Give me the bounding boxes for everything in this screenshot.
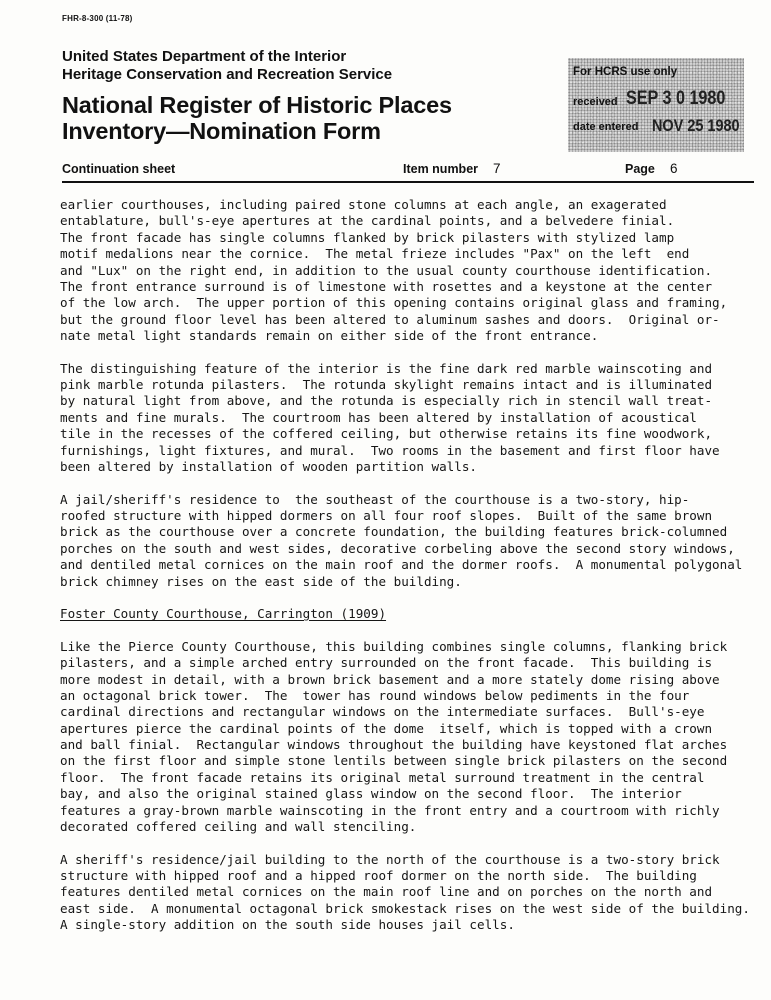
- continuation-sheet-label: Continuation sheet: [62, 162, 176, 176]
- stamp-for-use-label: For HCRS use only: [573, 66, 678, 78]
- stamp-entered-date: NOV 25 1980: [652, 116, 740, 135]
- text-line: tile in the recesses of the coffered ceiling, but otherwise retains its fine woodwork,: [60, 426, 713, 442]
- section-heading-line: [60, 606, 760, 622]
- page-label: Page: [625, 162, 655, 176]
- text-line: A jail/sheriff's residence to the southeast of the courthouse is a two-story, hip-: [60, 491, 690, 507]
- text-line: The front entrance surround is of limestone with rosettes and a keystone at the center: [60, 278, 713, 294]
- text-line: east side. A monumental octagonal brick smokestack rises on the west side of the building.: [60, 900, 750, 916]
- text-line: cardinal directions and rectangular windows on the intermediate surfaces. Bull's-eye: [60, 704, 705, 720]
- text-line: A sheriff's residence/jail building to the north of the courthouse is a two-story brick: [60, 851, 720, 867]
- form-code: FHR-8-300 (11-78): [62, 14, 133, 23]
- text-line: an octagonal brick tower. The tower has round windows below pediments in the four: [60, 687, 690, 703]
- agency-block: [62, 48, 392, 84]
- text-line: roofed structure with hipped dormers on all four roof slopes. Built of the same brown: [60, 508, 713, 524]
- text-line: been altered by installation of wooden partition walls.: [60, 459, 478, 475]
- paragraph-gap: [60, 345, 760, 361]
- text-line: entablature, bull's-eye apertures at the cardinal points, and a belvedere finial.: [60, 213, 675, 229]
- text-line: pilasters, and a simple arched entry surrounded on the front facade. This building is: [60, 655, 713, 671]
- paragraph-sheriff-residence: [60, 852, 760, 934]
- text-line: bay, and also the original stained glass window on the second floor. The interior: [60, 786, 682, 802]
- paragraph-gap: [60, 623, 760, 639]
- text-line: pink marble rotunda pilasters. The rotunda skylight remains intact and is illuminated: [60, 377, 713, 393]
- form-title-line2: Inventory—Nomination Form: [62, 118, 381, 144]
- continuation-bar: [62, 161, 754, 183]
- text-line: structure with hipped roof and a hipped roof dormer on the north side. The building: [60, 868, 697, 883]
- text-line: furnishings, light fixtures, and mural. Two rooms in the basement and first floor have: [60, 442, 720, 458]
- text-line: and "Lux" on the right end, in addition to the usual county courthouse identification.: [60, 262, 713, 278]
- paragraph-gap: [60, 590, 760, 606]
- agency-service: Heritage Conservation and Recreation Service: [62, 66, 393, 83]
- text-line: of the low arch. The upper portion of this opening contains original glass and framing,: [60, 295, 728, 311]
- text-line: ments and fine murals. The courtroom has been altered by installation of acoustical: [60, 409, 697, 425]
- text-line: brick as the courthouse over a concrete foundation, the building features brick-columned: [60, 524, 728, 540]
- paragraph-gap: [60, 475, 760, 491]
- text-line: decorated coffered ceiling and wall stenciling.: [60, 819, 417, 835]
- paragraph-interior: [60, 361, 760, 476]
- paragraph-gap: [60, 835, 760, 851]
- stamp-entered-label: date entered: [573, 121, 639, 133]
- text-line: nate metal light standards remain on either side of the front entrance.: [60, 328, 599, 344]
- text-line: motif medalions near the cornice. The metal frieze includes "Pax" on the left end: [60, 246, 690, 262]
- paragraph-jail-residence: [60, 492, 760, 590]
- form-title: [62, 92, 452, 144]
- form-title-line1: National Register of Historic Places: [62, 92, 452, 118]
- section-heading: Foster County Courthouse, Carrington (1909): [60, 606, 387, 622]
- text-line: on the first floor and simple stone lentils between single brick pilasters on the second: [60, 753, 728, 769]
- stamp-received-date: SEP 3 0 1980: [626, 88, 726, 109]
- text-line: but the ground floor level has been altered to aluminum sashes and doors. Original or-: [60, 311, 720, 327]
- text-line: earlier courthouses, including paired stone columns at each angle, an exagerated: [60, 197, 667, 212]
- text-line: porches on the south and west sides, decorative corbeling above the second story windows,: [60, 540, 735, 556]
- agency-department: United States Department of the Interior: [62, 48, 347, 65]
- text-line: and dentiled metal cornices on the main roof and the dormer roofs. A monumental polygonal: [60, 557, 743, 573]
- text-line: by natural light from above, and the rotunda is especially rich in stencil wall treat-: [60, 393, 713, 409]
- paragraph-foster-courthouse: [60, 639, 760, 836]
- document-body: [60, 197, 760, 934]
- stamp-received-label: received: [573, 96, 618, 108]
- text-line: The distinguishing feature of the interior is the fine dark red marble wainscoting and: [60, 360, 713, 376]
- hcrs-use-stamp: [568, 58, 744, 152]
- text-line: The front facade has single columns flanked by brick pilasters with stylized lamp: [60, 229, 675, 245]
- text-line: and ball finial. Rectangular windows throughout the building have keystoned flat arches: [60, 737, 728, 753]
- text-line: more modest in detail, with a brown brick basement and a more stately dome rising above: [60, 671, 720, 687]
- text-line: brick chimney rises on the east side of the building.: [60, 573, 462, 589]
- item-number-value: 7: [493, 161, 501, 176]
- text-line: Like the Pierce County Courthouse, this building combines single columns, flanking brick: [60, 638, 728, 654]
- text-line: floor. The front facade retains its original metal surround treatment in the central: [60, 769, 705, 785]
- text-line: A single-story addition on the south side houses jail cells.: [60, 917, 515, 933]
- text-line: apertures pierce the cardinal points of the dome itself, which is topped with a crown: [60, 720, 713, 736]
- paragraph-exterior: [60, 197, 760, 345]
- text-line: features a gray-brown marble wainscoting in the front entry and a courtroom with richly: [60, 802, 720, 818]
- page-number-value: 6: [670, 161, 678, 176]
- item-number-label: Item number: [403, 162, 479, 176]
- text-line: features dentiled metal cornices on the main roof line and on porches on the north and: [60, 884, 713, 900]
